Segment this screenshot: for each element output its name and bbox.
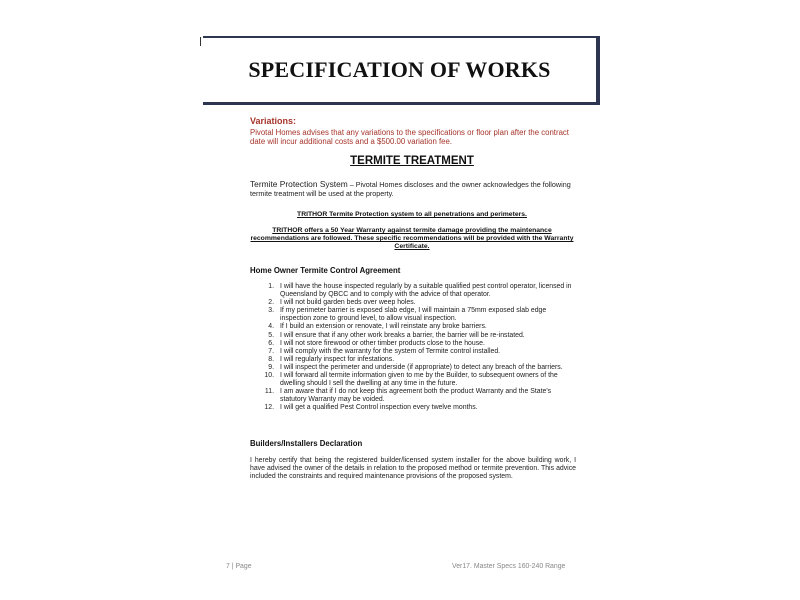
list-item-number: 12.	[264, 404, 274, 412]
list-item-text: I will forward all termite information given to me by the Builder, to subsequent owners of the dwelling should I sell the dwelling at any time in the future.	[280, 372, 558, 388]
list-item-number: 11.	[264, 388, 274, 396]
list-item-text: I will ensure that if any other work breaks a barrier, the barrier will be re-instated.	[280, 331, 525, 339]
list-item-number: 9.	[268, 363, 274, 371]
list-item	[258, 299, 576, 307]
list-item-number: 10.	[264, 372, 274, 380]
list-item-text: If I build an extension or renovate, I will reinstate any broke barriers.	[280, 323, 487, 331]
protection-text: – Pivotal Homes discloses and the owner acknowledges the following termite treatment will be used at the property.	[250, 180, 571, 198]
list-item	[258, 323, 576, 331]
list-item-number: 6.	[268, 339, 274, 347]
declaration-text: I hereby certify that being the registered builder/licensed system installer for the above building work, I have advised the owner of the details in relation to the proposed method or termite prevention. This advice included the constraints and required maintenance provisions of the proposed system.	[250, 457, 576, 481]
list-item-text: I am aware that if I do not keep this agreement both the product Warranty and the State's statutory Warranty may be voided.	[280, 388, 552, 404]
variations-notice	[250, 117, 570, 147]
list-item-text: I will have the house inspected regularly by a suitable qualified pest control operator, licensed in Queensland by QBCC and to comply with the advice of that operator.	[280, 283, 572, 299]
agreement-list	[258, 283, 576, 413]
list-item-text: I will not store firewood or other timber products close to the house.	[280, 339, 485, 347]
declaration-heading: Builders/Installers Declaration	[250, 439, 363, 448]
list-item-text: I will get a qualified Pest Control inspection every twelve months.	[280, 404, 478, 412]
list-item	[258, 340, 576, 348]
variations-text: Pivotal Homes advises that any variations to the specifications or floor plan after the contract date will incur additional costs and a $500.00 variation fee.	[250, 127, 569, 146]
list-item	[258, 372, 576, 388]
list-item	[258, 307, 576, 323]
list-item-number: 7.	[268, 347, 274, 355]
agreement-heading: Home Owner Termite Control Agreement	[250, 266, 401, 275]
trithor-line-2: TRITHOR offers a 50 Year Warranty against termite damage providing the maintenance recommendations are followed. These specific recommendations will be provided with the Warranty Certificate.	[250, 227, 574, 250]
list-item	[258, 364, 576, 372]
title-box	[203, 36, 600, 105]
list-item-number: 5.	[268, 331, 274, 339]
list-item-number: 3.	[268, 307, 274, 315]
trithor-line-1: TRITHOR Termite Protection system to all penetrations and perimeters.	[297, 211, 527, 218]
list-item	[258, 283, 576, 299]
list-item	[258, 388, 576, 404]
list-item-number: 8.	[268, 355, 274, 363]
list-item-number: 2.	[268, 299, 274, 307]
list-item	[258, 356, 576, 364]
list-item	[258, 404, 576, 412]
list-item-text: I will comply with the warranty for the system of Termite control installed.	[280, 347, 501, 355]
protection-paragraph	[250, 180, 574, 198]
list-item-number: 1.	[268, 283, 274, 290]
footer-version: Ver17. Master Specs 160-240 Range	[452, 563, 566, 570]
list-item	[258, 332, 576, 340]
list-item	[258, 348, 576, 356]
protection-lead: Termite Protection System	[250, 179, 348, 189]
text-cursor	[200, 37, 201, 46]
list-item-text: I will not build garden beds over weep holes.	[280, 299, 416, 307]
variations-heading: Variations:	[250, 116, 297, 126]
list-item-number: 4.	[268, 323, 274, 331]
section-title: TERMITE TREATMENT	[350, 155, 474, 167]
list-item-text: If my perimeter barrier is exposed slab edge, I will maintain a 75mm exposed slab edge inspection zone to ground level, to allow visual inspection.	[280, 307, 547, 323]
list-item-text: I will regularly inspect for infestations.	[280, 355, 395, 363]
page-title: SPECIFICATION OF WORKS	[248, 57, 551, 82]
footer-page-number: 7 | Page	[226, 563, 252, 570]
list-item-text: I will inspect the perimeter and underside (if appropriate) to detect any breach of the barriers.	[280, 363, 563, 371]
